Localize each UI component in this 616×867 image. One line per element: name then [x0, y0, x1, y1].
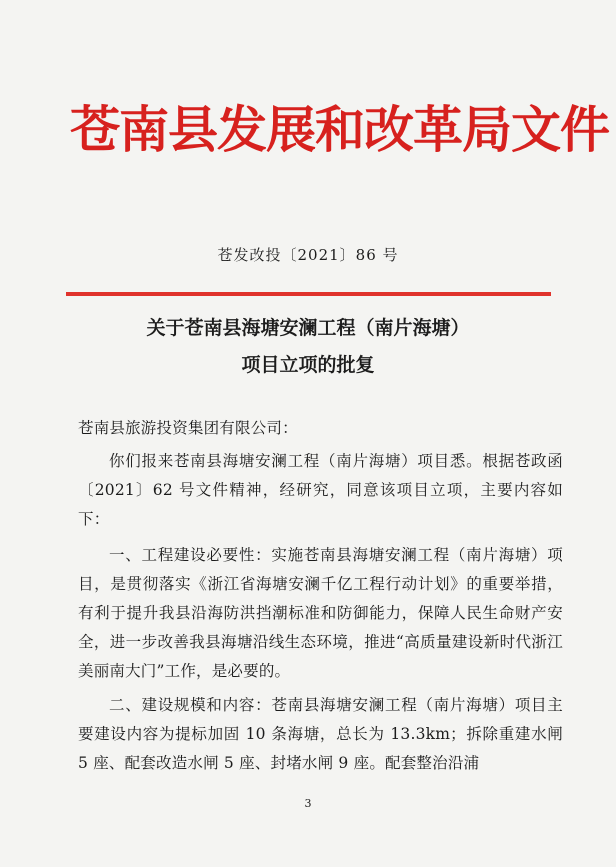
- document-number: 苍发改投〔2021〕86 号: [217, 246, 399, 264]
- subject-line-1: 关于苍南县海塘安澜工程（南片海塘）: [146, 317, 470, 339]
- red-separator-line: [66, 292, 551, 296]
- subject-line-2: 项目立项的批复: [241, 354, 375, 376]
- body-paragraph-1: 你们报来苍南县海塘安澜工程（南片海塘）项目悉。根据苍政函〔2021〕62 号文件精神，经研究，同意该项目立项，主要内容如下：: [78, 452, 563, 528]
- issuing-authority-title: 苍南县发展和改革局文件: [70, 100, 609, 159]
- addressee: 苍南县旅游投资集团有限公司：: [78, 419, 298, 437]
- body-paragraph-3: 二、建设规模和内容：苍南县海塘安澜工程（南片海塘）项目主要建设内容为提标加固 10 条海塘，总长为 13.3km；拆除重建水闸 5 座、配套改造水闸 5 座、封堵水闸 9 座。配套整治沿浦: [78, 696, 563, 772]
- body-paragraph-2: 一、工程建设必要性：实施苍南县海塘安澜工程（南片海塘）项目，是贯彻落实《浙江省海塘安澜千亿工程行动计划》的重要举措，有利于提升我县沿海防洪挡潮标准和防御能力，保障人民生命财产安全，进一步改善我县海塘沿线生态环境，推进“高质量建设新时代浙江美丽南大门”工作，是必要的。: [78, 546, 563, 680]
- page-number: 3: [304, 797, 312, 810]
